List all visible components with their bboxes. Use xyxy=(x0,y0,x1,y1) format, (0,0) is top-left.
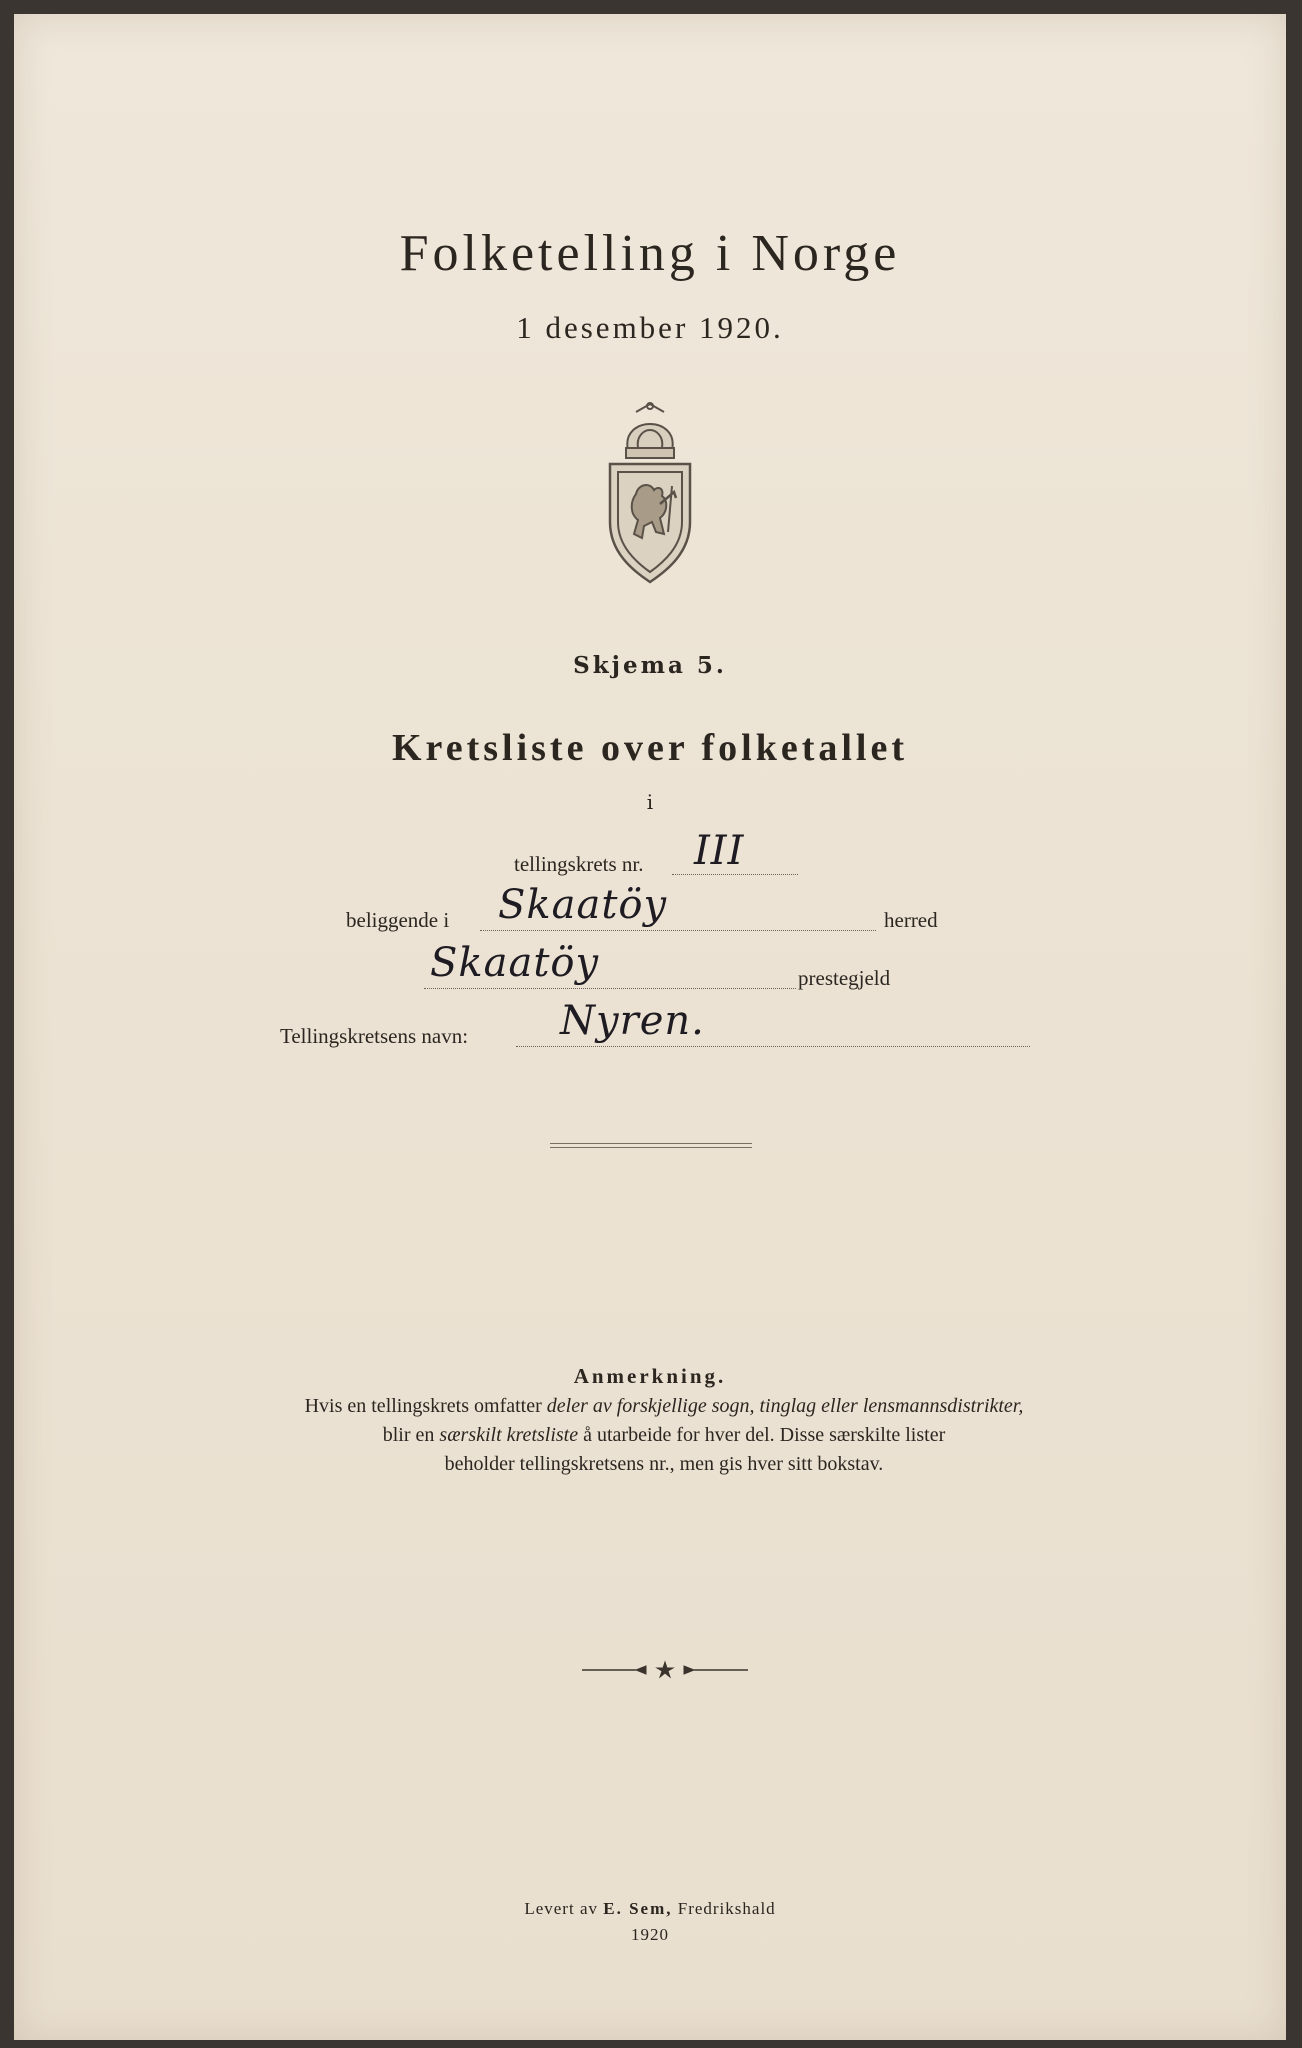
note-line-1-italic: deler av forskjellige sogn, tinglag eller lensmannsdistrikter, xyxy=(546,1395,1024,1417)
note-line-2-plain: blir en xyxy=(382,1424,440,1446)
norwegian-coat-of-arms-icon xyxy=(598,402,702,586)
census-form-page xyxy=(14,14,1286,2040)
krets-name-line xyxy=(516,1046,1030,1047)
preposition: i xyxy=(646,790,654,814)
herred-line xyxy=(480,930,876,931)
schema-number: Skjema 5. xyxy=(573,652,727,679)
krets-name-label: Tellingskretsens navn: xyxy=(280,1024,469,1048)
imprint-prefix: Levert av xyxy=(524,1899,604,1918)
krets-number-line xyxy=(672,874,798,875)
imprint-place: Fredrikshald xyxy=(672,1899,776,1918)
printer-imprint xyxy=(14,1896,1286,1948)
krets-number-value: III xyxy=(694,828,745,874)
prestegjeld-label: prestegjeld xyxy=(798,966,891,990)
krets-number-label: tellingskrets nr. xyxy=(514,852,644,876)
imprint-publisher: E. Sem, xyxy=(603,1899,673,1918)
form-heading: Kretsliste over folketallet xyxy=(391,727,909,769)
census-date: 1 desember 1920. xyxy=(516,310,784,345)
note-text xyxy=(214,1392,1114,1479)
note-line-2 xyxy=(214,1421,1114,1450)
note-line-2-rest: å utarbeide for hver del. Disse særskilte lister xyxy=(578,1424,946,1446)
herred-label: herred xyxy=(884,908,938,932)
beliggende-label: beliggende i xyxy=(346,908,450,932)
krets-name-value: Nyren. xyxy=(560,998,705,1044)
note-line-1-plain: Hvis en tellingskrets omfatter xyxy=(304,1395,547,1417)
page-title: Folketelling i Norge xyxy=(399,225,901,282)
note-line-2-italic: særskilt kretsliste xyxy=(439,1424,579,1446)
section-divider xyxy=(550,1143,752,1148)
herred-value: Skaatöy xyxy=(498,882,668,928)
imprint-year: 1920 xyxy=(631,1925,669,1944)
note-line-3: beholder tellingskretsens nr., men gis hver sitt bokstav. xyxy=(444,1453,884,1475)
note-line-1 xyxy=(214,1392,1114,1421)
star-ornament-icon xyxy=(580,1660,750,1680)
prestegjeld-value: Skaatöy xyxy=(430,940,600,986)
note-title: Anmerkning. xyxy=(573,1364,727,1388)
imprint-line xyxy=(14,1896,1286,1922)
prestegjeld-line xyxy=(424,988,796,989)
